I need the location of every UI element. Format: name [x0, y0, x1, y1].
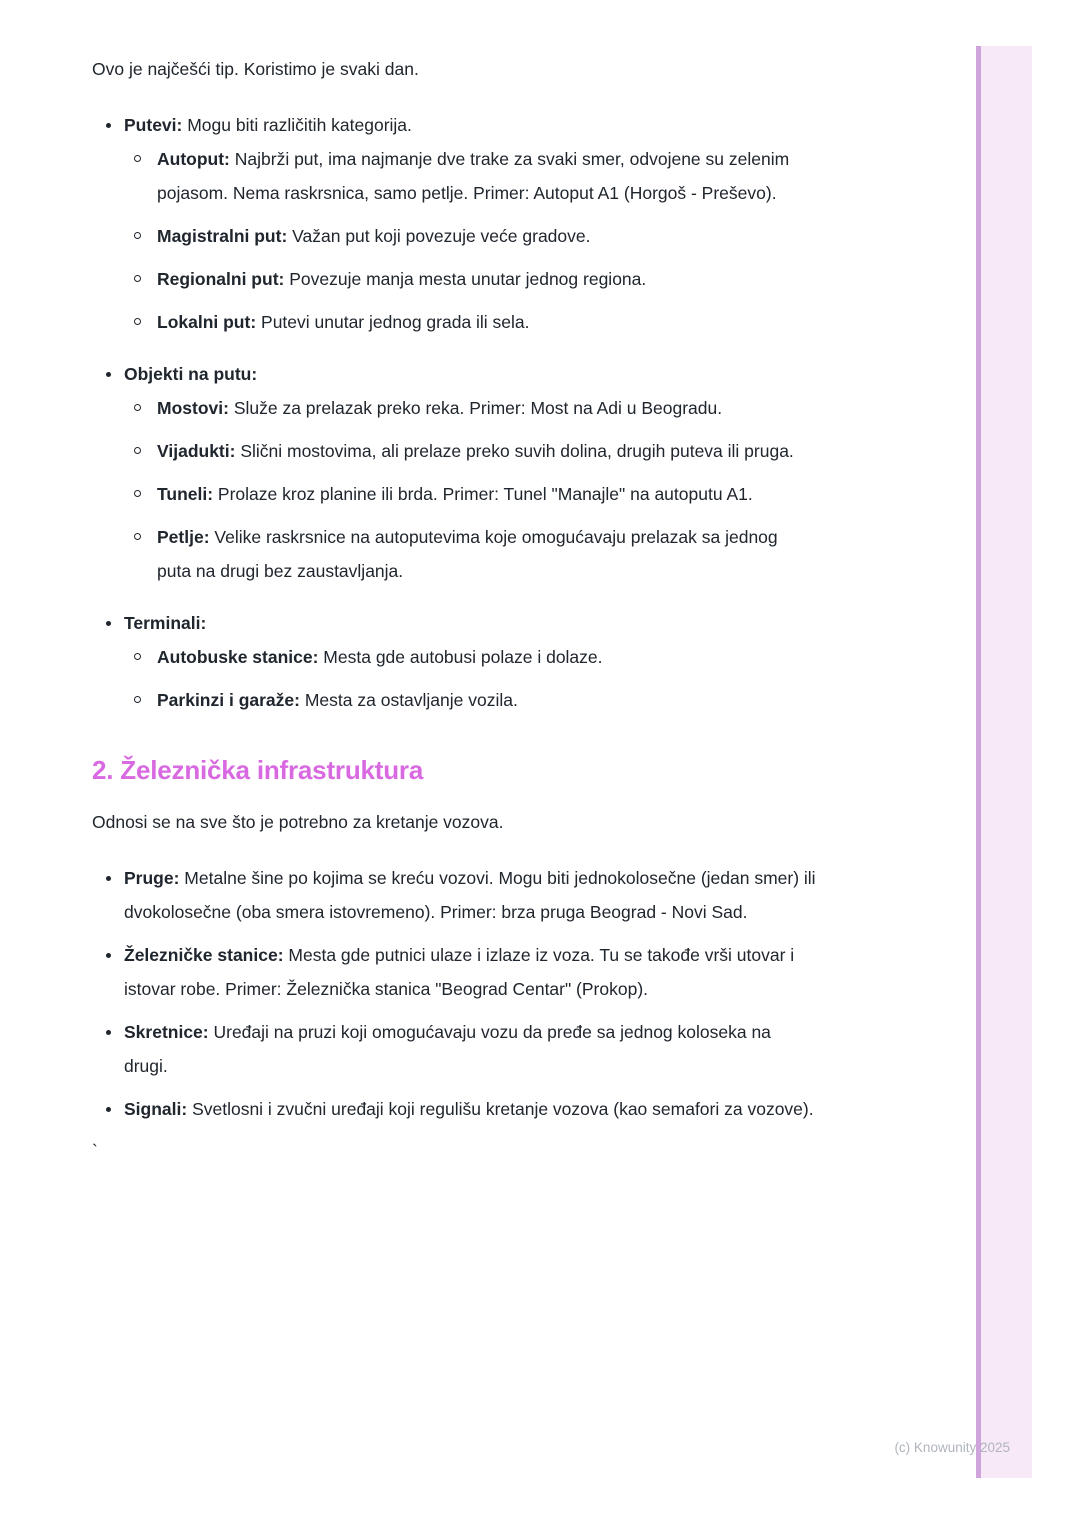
list-item: Lokalni put: Putevi unutar jednog grada ili sela. [124, 305, 816, 339]
term-label: Objekti na putu: [124, 364, 258, 384]
railway-infrastructure-list [92, 861, 816, 1126]
term-label: Železničke stanice: [124, 945, 284, 965]
accent-bar [976, 46, 1032, 1478]
term-label: Autoput: [157, 149, 230, 169]
term-label: Terminali: [124, 613, 207, 633]
document-content [92, 52, 816, 1168]
term-label: Tuneli: [157, 484, 214, 504]
term-label: Parkinzi i garaže: [157, 690, 300, 710]
list-item: Signali: Svetlosni i zvučni uređaji koji regulišu kretanje vozova (kao semafori za vozove). [92, 1092, 816, 1126]
railway-intro-paragraph: Odnosi se na sve što je potrebno za kretanje vozova. [92, 812, 504, 832]
list-item: Autoput: Najbrži put, ima najmanje dve trake za svaki smer, odvojene su zelenim pojasom. Nema raskrsnica, samo petlje. Primer: Autoput A1 (Horgoš - Preševo). [124, 142, 816, 210]
term-label: Pruge: [124, 868, 180, 888]
list-item: Vijadukti: Slični mostovima, ali prelaze preko suvih dolina, drugih puteva ili pruga. [124, 434, 816, 468]
term-label: Putevi: [124, 115, 183, 135]
list-item: Petlje: Velike raskrsnice na autoputevima koje omogućavaju prelazak sa jednog puta na drugi bez zaustavljanja. [124, 520, 816, 588]
term-label: Mostovi: [157, 398, 229, 418]
sub-list [124, 391, 816, 588]
road-infrastructure-list [92, 108, 816, 717]
list-item: Putevi: Mogu biti različitih kategorija. Autoput: Najbrži put, ima najmanje dve trake za svaki smer, odvojene su zelenim pojasom. Nema raskrsnica, samo petlje. Primer: Autoput A1 (Horgoš - Preševo). Magistralni put: Važan put koji povezuje veće gradove. Regionalni put: Povezuje manja mesta unutar jednog regiona. Lokalni put: Putevi unutar jednog grada ili sela. [92, 108, 816, 339]
term-label: Magistralni put: [157, 226, 288, 246]
section-heading-railway: 2. Železnička infrastruktura [92, 755, 424, 785]
list-item: Mostovi: Služe za prelazak preko reka. Primer: Most na Adi u Beogradu. [124, 391, 816, 425]
list-item [92, 606, 816, 717]
term-label: Vijadukti: [157, 441, 236, 461]
term-label: Signali: [124, 1099, 188, 1119]
list-item: Regionalni put: Povezuje manja mesta unutar jednog regiona. [124, 262, 816, 296]
stray-backtick-mark: ` [92, 1141, 98, 1161]
list-item [92, 357, 816, 588]
list-item: Tuneli: Prolaze kroz planine ili brda. Primer: Tunel "Manajle" na autoputu A1. [124, 477, 816, 511]
term-label: Petlje: [157, 527, 210, 547]
list-item: Parkinzi i garaže: Mesta za ostavljanje vozila. [124, 683, 816, 717]
term-label: Autobuske stanice: [157, 647, 319, 667]
list-item: Magistralni put: Važan put koji povezuje veće gradove. [124, 219, 816, 253]
list-item: Skretnice: Uređaji na pruzi koji omogućavaju vozu da pređe sa jednog koloseka na drugi. [92, 1015, 816, 1083]
list-item: Autobuske stanice: Mesta gde autobusi polaze i dolaze. [124, 640, 816, 674]
term-label: Skretnice: [124, 1022, 209, 1042]
list-item: Železničke stanice: Mesta gde putnici ulaze i izlaze iz voza. Tu se takođe vrši utovar i istovar robe. Primer: Železnička stanica "Beograd Centar" (Prokop). [92, 938, 816, 1006]
intro-paragraph: Ovo je najčešći tip. Koristimo je svaki dan. [92, 59, 419, 79]
term-label: Regionalni put: [157, 269, 285, 289]
list-item: Pruge: Metalne šine po kojima se kreću vozovi. Mogu biti jednokolosečne (jedan smer) ili dvokolosečne (oba smera istovremeno). Primer: brza pruga Beograd - Novi Sad. [92, 861, 816, 929]
copyright-footer: (c) Knowunity 2025 [894, 1440, 1010, 1455]
sub-list [124, 640, 816, 717]
term-label: Lokalni put: [157, 312, 257, 332]
sub-list [124, 142, 816, 339]
